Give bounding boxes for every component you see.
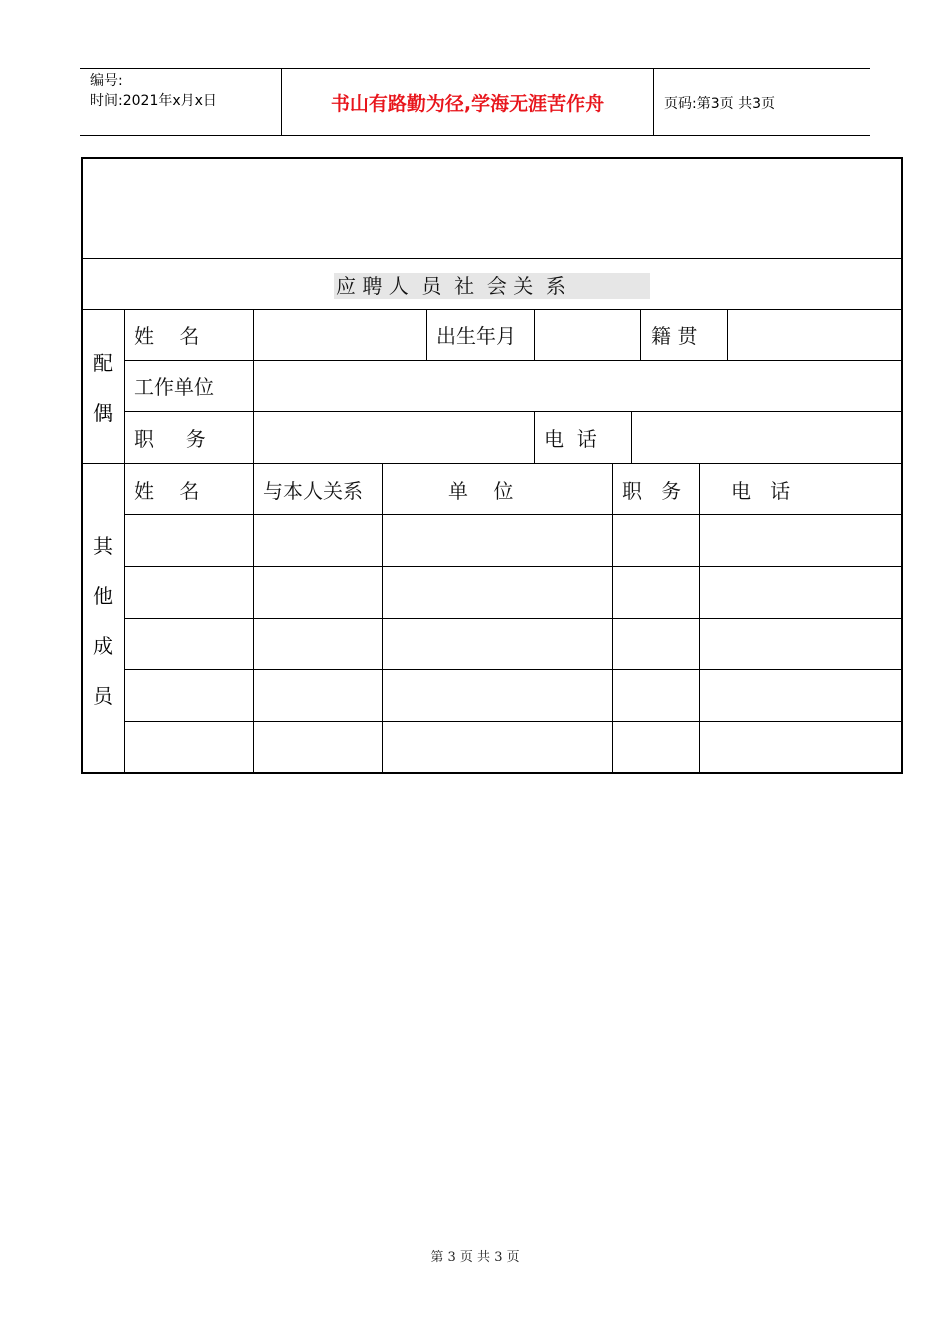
rule <box>253 309 254 463</box>
header-motto: 书山有路勤为径,学海无涯苦作舟 <box>281 69 654 135</box>
spouse-name-label: 姓 名 <box>134 324 200 348</box>
rule <box>426 309 427 360</box>
time-label: 时间:2021年x月x日 <box>90 93 217 109</box>
rule <box>382 463 383 772</box>
spouse-work-unit-label: 工作单位 <box>134 375 214 399</box>
others-group-label-4: 员 <box>93 684 113 708</box>
spouse-phone-label: 电 话 <box>544 427 597 451</box>
social-relations-form <box>81 157 903 774</box>
rule <box>640 309 641 360</box>
rule <box>124 309 125 772</box>
spouse-group-label-2: 偶 <box>93 401 113 425</box>
rule <box>81 309 903 310</box>
others-col-position: 职 务 <box>622 479 682 503</box>
number-label: 编号: <box>90 73 123 89</box>
header-left-cell <box>80 69 281 135</box>
rule <box>631 411 632 463</box>
rule <box>81 463 903 464</box>
spouse-position-label: 职 务 <box>134 427 206 451</box>
rule <box>534 309 535 360</box>
others-col-name: 姓 名 <box>134 479 200 503</box>
rule <box>727 309 728 360</box>
rule <box>81 258 903 259</box>
page-footer: 第 3 页 共 3 页 <box>430 1250 520 1265</box>
rule <box>124 411 903 412</box>
rule <box>124 514 903 515</box>
rule <box>534 411 535 463</box>
others-group-label-1: 其 <box>93 534 113 558</box>
rule <box>124 721 903 722</box>
section-title: 应 聘 人 员 社 会 关 系 <box>336 274 566 298</box>
others-col-relation: 与本人关系 <box>263 479 363 503</box>
rule <box>124 566 903 567</box>
rule <box>253 463 254 772</box>
rule <box>612 463 613 772</box>
others-col-phone: 电 话 <box>731 479 791 503</box>
others-group-label-2: 他 <box>93 584 113 608</box>
rule <box>124 669 903 670</box>
page-header <box>80 68 870 136</box>
others-group-label-3: 成 <box>93 634 113 658</box>
rule <box>124 618 903 619</box>
others-col-unit: 单 位 <box>448 479 514 503</box>
form-border <box>81 157 903 774</box>
spouse-group-label-1: 配 <box>93 351 113 375</box>
spouse-origin-label: 籍 贯 <box>651 324 698 348</box>
spouse-birth-label: 出生年月 <box>436 324 516 348</box>
rule <box>699 463 700 772</box>
rule <box>124 360 903 361</box>
page-code: 页码:第3页 共3页 <box>664 96 775 112</box>
